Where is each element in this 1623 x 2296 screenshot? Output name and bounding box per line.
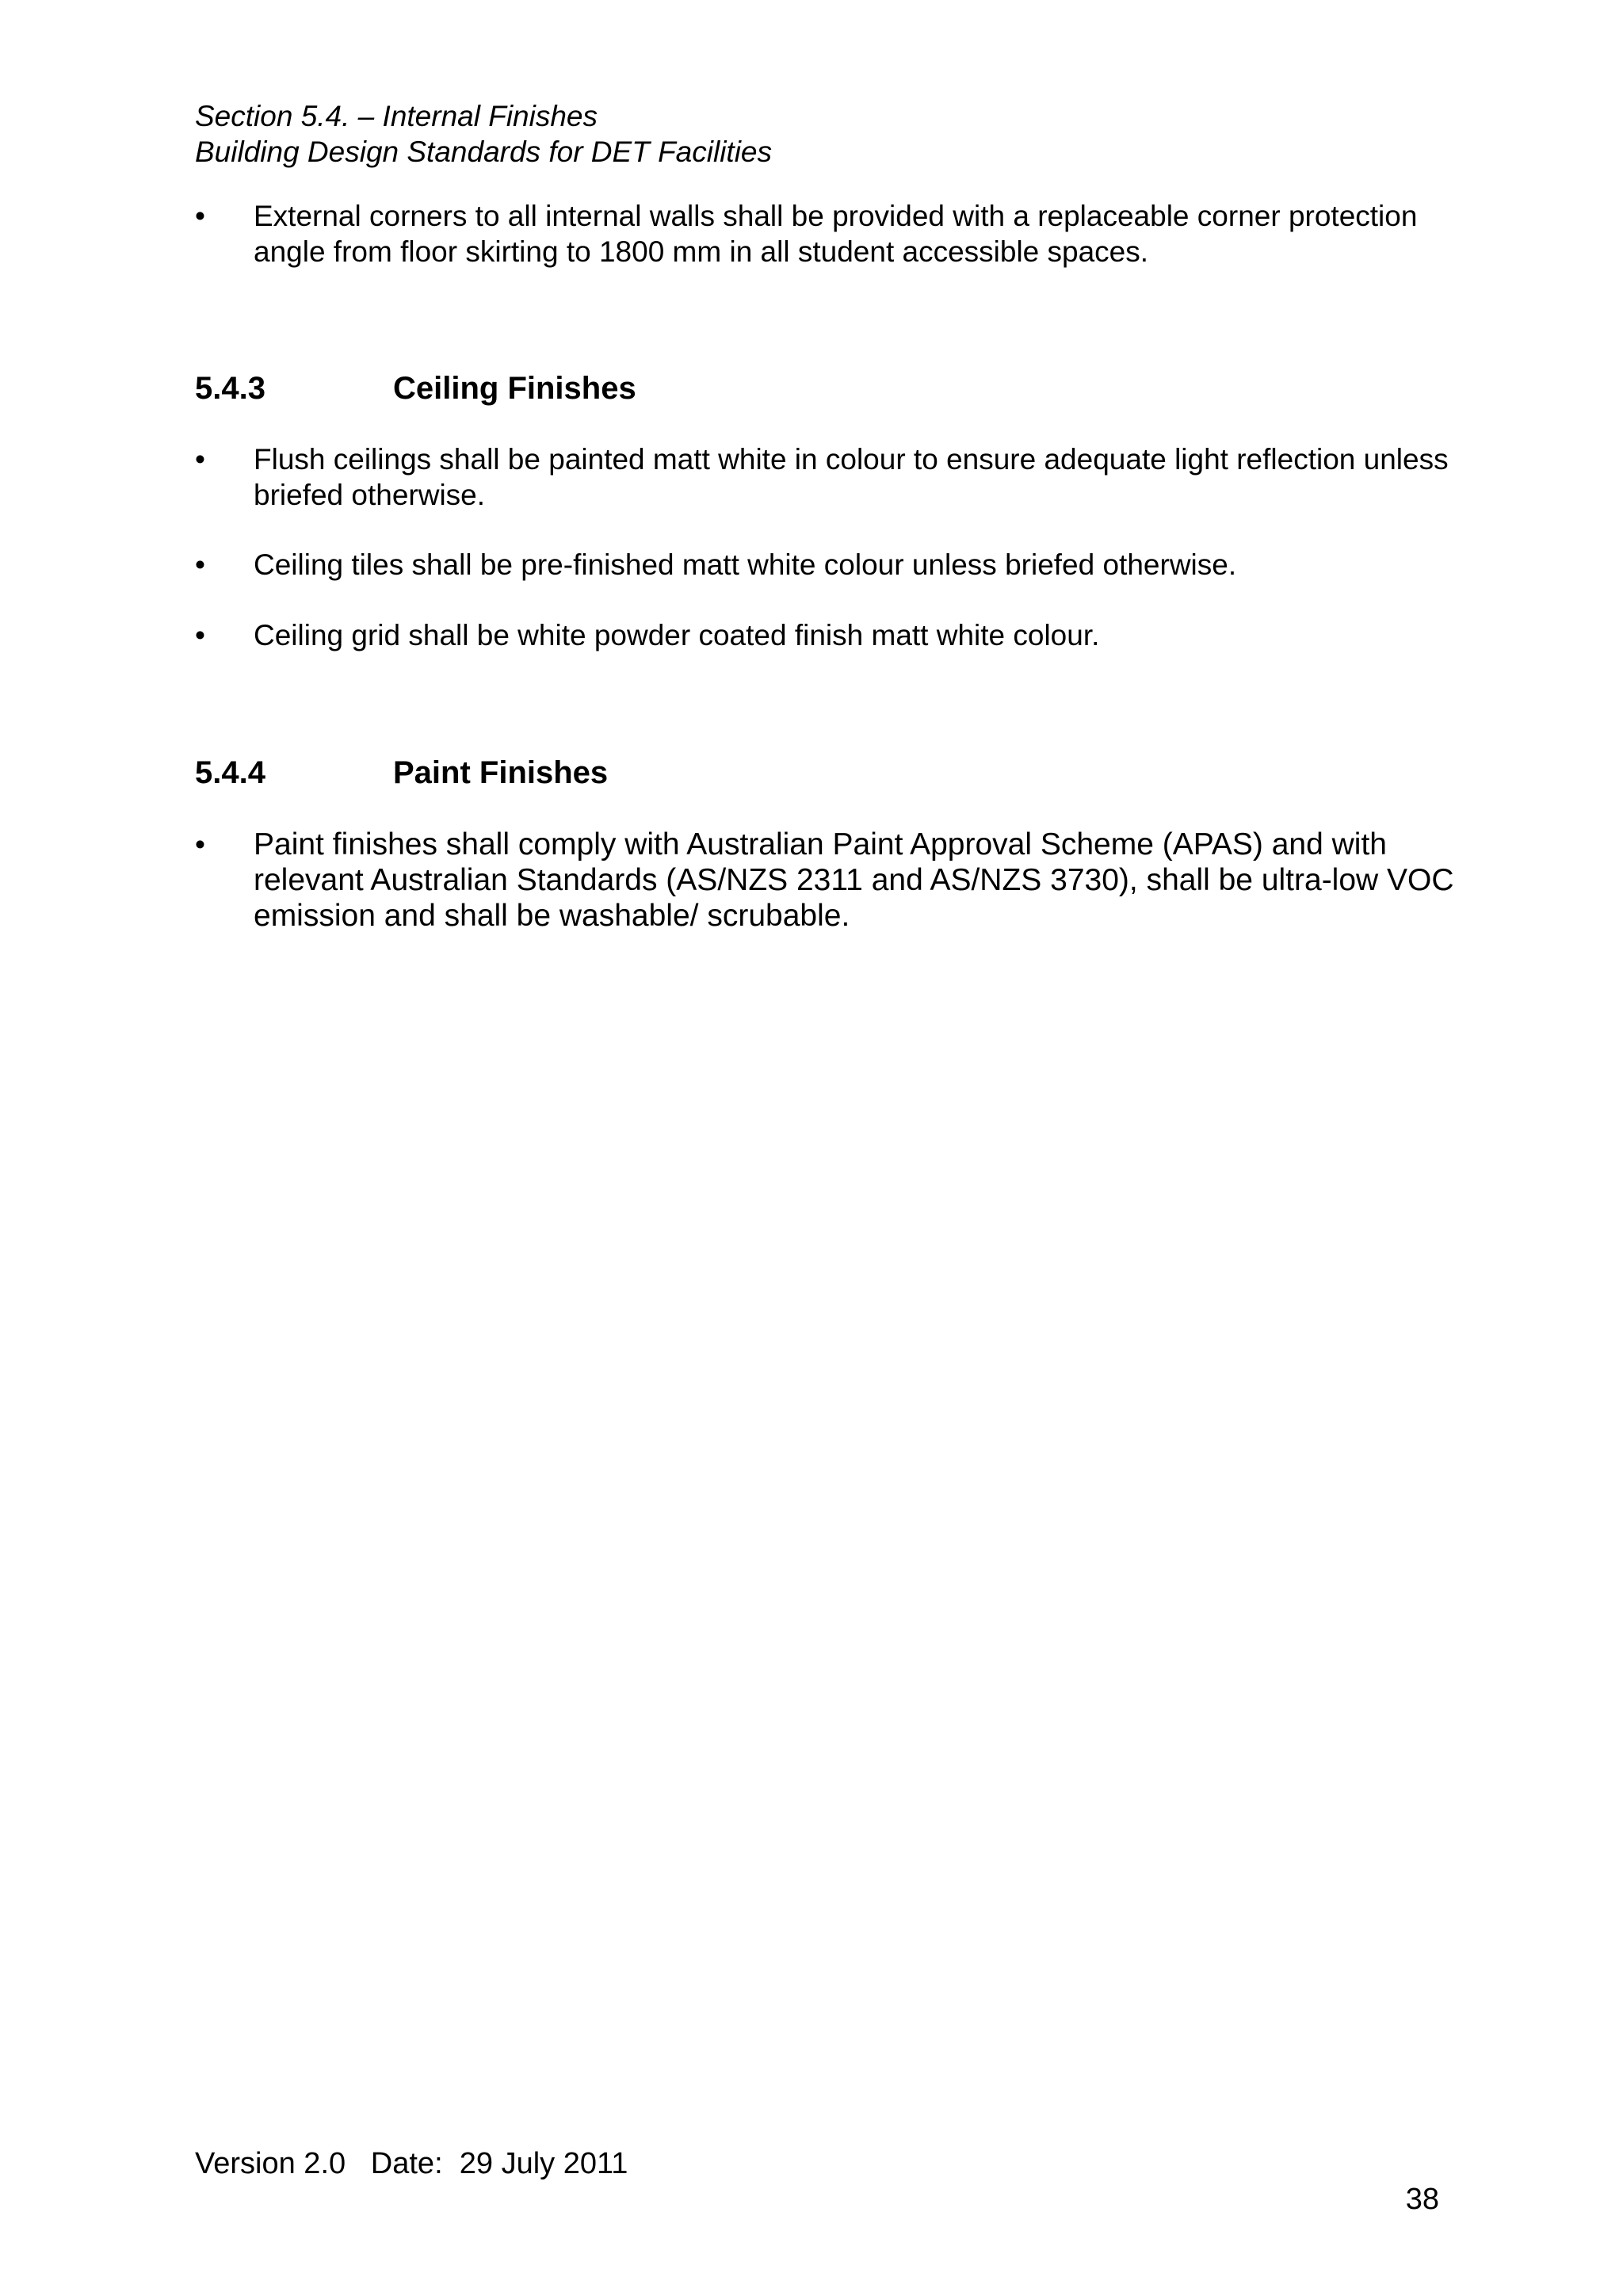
- page-number: 38: [1405, 2183, 1439, 2216]
- bullet-icon: •: [195, 200, 205, 232]
- list-item-text: Paint finishes shall comply with Australian Paint Approval Scheme (APAS) and with relevant Australian Standards (AS/NZS 2311 and AS/NZS 3730), shall be ultra-low VOC emission and shall be washable/ scrubable.: [254, 827, 1454, 933]
- section-title: Ceiling Finishes: [393, 371, 636, 406]
- section-heading: [195, 754, 608, 792]
- bullet-icon: •: [195, 548, 205, 581]
- list-item-text: External corners to all internal walls shall be provided with a replaceable corner protection angle from floor skirting to 1800 mm in all student accessible spaces.: [254, 200, 1418, 268]
- section-number: 5.4.4: [195, 755, 265, 790]
- list-item-text: Flush ceilings shall be painted matt white in colour to ensure adequate light reflection unless briefed otherwise.: [254, 443, 1449, 511]
- section-title: Paint Finishes: [393, 755, 609, 790]
- section-number: 5.4.3: [195, 371, 265, 406]
- list-item-text: Ceiling tiles shall be pre-finished matt white colour unless briefed otherwise.: [254, 548, 1237, 581]
- header-section-title: Section 5.4. – Internal Finishes: [195, 100, 598, 132]
- footer-version-date: Version 2.0 Date: 29 July 2011: [195, 2147, 628, 2180]
- bullet-icon: •: [195, 828, 205, 861]
- list-item-text: Ceiling grid shall be white powder coated finish matt white colour.: [254, 619, 1100, 651]
- running-header: [195, 98, 772, 170]
- header-document-title: Building Design Standards for DET Facilities: [195, 136, 772, 168]
- bullet-icon: •: [195, 619, 205, 651]
- section-heading: [195, 369, 636, 407]
- bullet-icon: •: [195, 443, 205, 476]
